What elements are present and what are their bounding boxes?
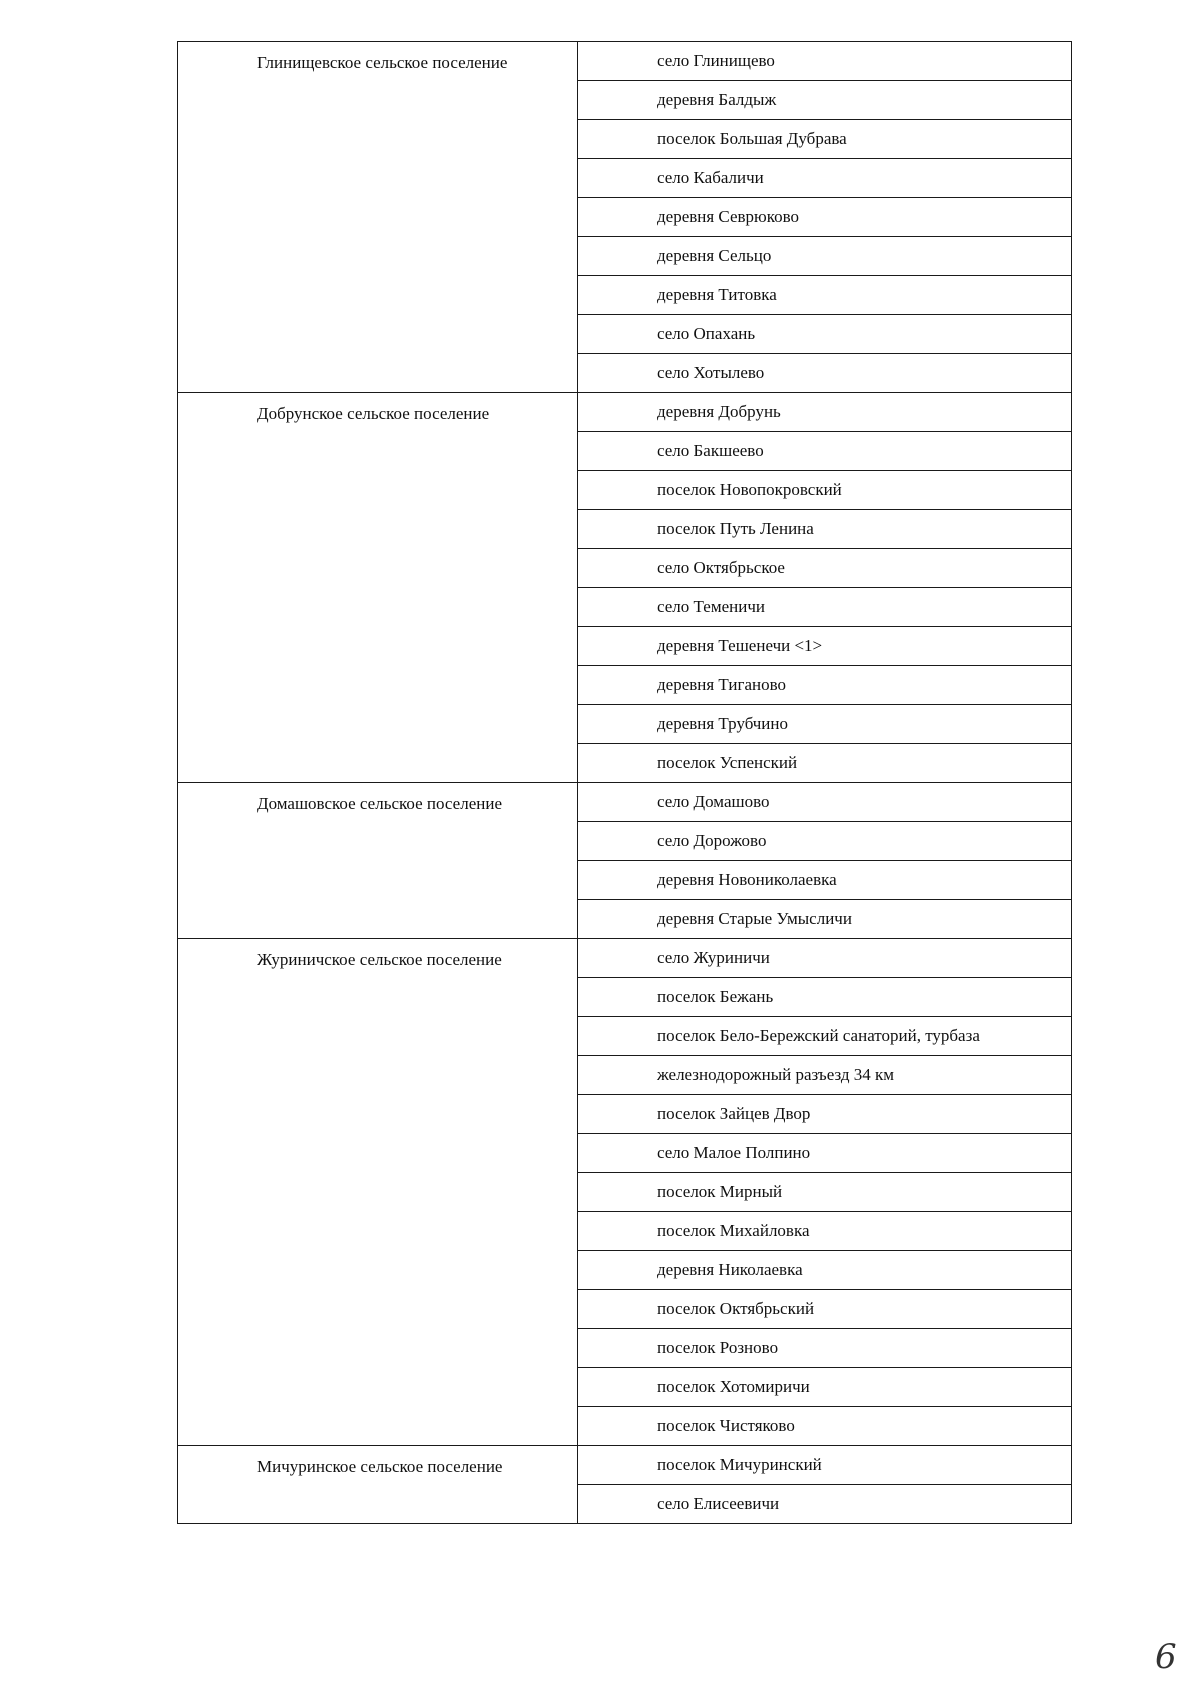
table-row xyxy=(178,939,1072,978)
locality-cell: поселок Бело-Бережский санаторий, турбаза xyxy=(578,1017,1072,1056)
locality-cell: поселок Путь Ленина xyxy=(578,510,1072,549)
locality-cell: деревня Трубчино xyxy=(578,705,1072,744)
locality-cell: село Домашово xyxy=(578,783,1072,822)
locality-cell: поселок Большая Дубрава xyxy=(578,120,1072,159)
locality-cell: деревня Титовка xyxy=(578,276,1072,315)
locality-cell: деревня Сельцо xyxy=(578,237,1072,276)
locality-cell: село Кабаличи xyxy=(578,159,1072,198)
locality-cell: поселок Чистяково xyxy=(578,1407,1072,1446)
locality-cell: поселок Мирный xyxy=(578,1173,1072,1212)
locality-cell: деревня Севрюково xyxy=(578,198,1072,237)
locality-cell: село Глинищево xyxy=(578,42,1072,81)
locality-cell: поселок Хотомиричи xyxy=(578,1368,1072,1407)
locality-cell: село Елисеевичи xyxy=(578,1485,1072,1524)
locality-cell: поселок Октябрьский xyxy=(578,1290,1072,1329)
settlement-name-cell: Домашовское сельское поселение xyxy=(178,783,578,939)
locality-cell: поселок Новопокровский xyxy=(578,471,1072,510)
table-row xyxy=(178,783,1072,822)
settlement-name-cell: Добрунское сельское поселение xyxy=(178,393,578,783)
table-row xyxy=(178,393,1072,432)
settlements-table xyxy=(177,41,1072,1524)
locality-cell: деревня Добрунь xyxy=(578,393,1072,432)
locality-cell: поселок Мичуринский xyxy=(578,1446,1072,1485)
locality-cell: село Бакшеево xyxy=(578,432,1072,471)
locality-cell: село Опахань xyxy=(578,315,1072,354)
locality-cell: поселок Зайцев Двор xyxy=(578,1095,1072,1134)
locality-cell: деревня Новониколаевка xyxy=(578,861,1072,900)
settlement-name-cell: Мичуринское сельское поселение xyxy=(178,1446,578,1524)
settlement-name-cell: Журиничское сельское поселение xyxy=(178,939,578,1446)
locality-cell: поселок Михайловка xyxy=(578,1212,1072,1251)
locality-cell: деревня Тешенечи <1> xyxy=(578,627,1072,666)
locality-cell: село Малое Полпино xyxy=(578,1134,1072,1173)
locality-cell: село Октябрьское xyxy=(578,549,1072,588)
locality-cell: железнодорожный разъезд 34 км xyxy=(578,1056,1072,1095)
page-number: 6 xyxy=(1155,1637,1177,1677)
locality-cell: село Дорожово xyxy=(578,822,1072,861)
locality-cell: село Журиничи xyxy=(578,939,1072,978)
locality-cell: деревня Балдыж xyxy=(578,81,1072,120)
locality-cell: поселок Бежань xyxy=(578,978,1072,1017)
table-row xyxy=(178,1446,1072,1485)
locality-cell: деревня Тиганово xyxy=(578,666,1072,705)
locality-cell: деревня Николаевка xyxy=(578,1251,1072,1290)
locality-cell: поселок Успенский xyxy=(578,744,1072,783)
table-row xyxy=(178,42,1072,81)
locality-cell: поселок Розново xyxy=(578,1329,1072,1368)
locality-cell: село Хотылево xyxy=(578,354,1072,393)
locality-cell: деревня Старые Умысличи xyxy=(578,900,1072,939)
settlements-table-body xyxy=(178,42,1072,1524)
locality-cell: село Теменичи xyxy=(578,588,1072,627)
settlement-name-cell: Глинищевское сельское поселение xyxy=(178,42,578,393)
